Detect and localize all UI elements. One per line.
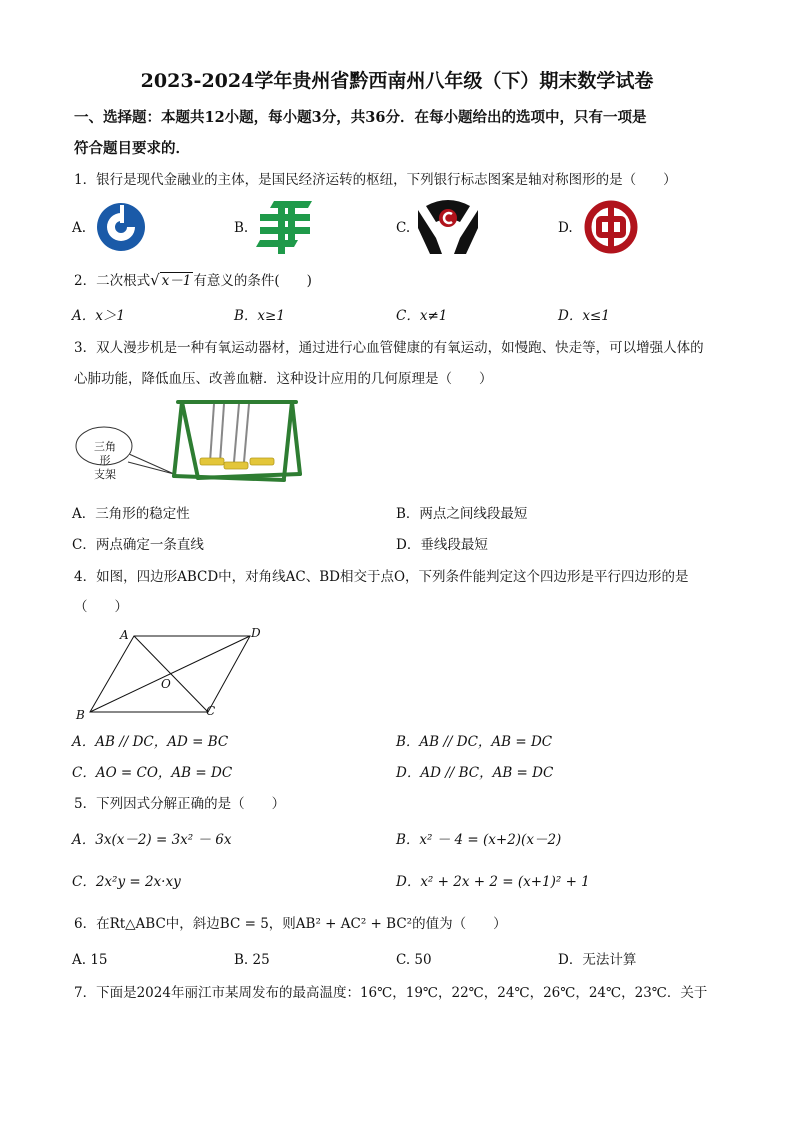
q3-option-b: B．两点之间线段最短 — [396, 506, 528, 522]
q5-option-d: D．x² + 2x + 2 = (x+1)² + 1 — [396, 874, 590, 890]
point-label-o: O — [161, 677, 171, 691]
q1-option-d-label: D. — [558, 220, 573, 236]
q2-stem-prefix: 2．二次根式 — [74, 273, 151, 289]
callout-label — [90, 440, 120, 482]
q3-option-c: C．两点确定一条直线 — [72, 537, 204, 553]
rural-credit-bank-logo — [416, 198, 480, 260]
question-6-stem: 6．在Rt△ABC中，斜边BC = 5，则AB² + AC² + BC²的值为（ ） — [74, 916, 507, 932]
q4-option-a: A．AB // DC，AD = BC — [72, 734, 229, 750]
q2-option-b: B．x≥1 — [234, 308, 285, 324]
section-heading-line2: 符合题目要求的． — [74, 140, 190, 157]
q1-option-b-label: B. — [234, 220, 249, 236]
question-4-stem-line1: 4．如图，四边形ABCD中，对角线AC、BD相交于点O，下列条件能判定这个四边形是平行四边形的是 — [74, 569, 689, 585]
q2-stem-suffix: 有意义的条件( ) — [193, 273, 312, 289]
q3-option-d: D．垂线段最短 — [396, 537, 488, 553]
question-3-stem-line2: 心肺功能，降低血压、改善血糖．这种设计应用的几何原理是（ ） — [74, 371, 493, 387]
question-4-stem-line2: （ ） — [74, 599, 128, 615]
q3-option-a: A．三角形的稳定性 — [72, 506, 190, 522]
q1-option-a-label: A. — [72, 220, 87, 236]
vertex-label-d: D — [251, 626, 261, 640]
q2-option-a: A．x＞1 — [72, 308, 125, 324]
q5-option-a: A．3x(x－2) = 3x² － 6x — [72, 832, 232, 848]
q4-option-b: B．AB // DC，AB = DC — [396, 734, 553, 750]
question-3-stem-line1: 3．双人漫步机是一种有氧运动器材，通过进行心血管健康的有氧运动，如慢跑、快走等，可以增强人体的 — [74, 340, 704, 356]
page-title: 2023-2024学年贵州省黔西南州八年级（下）期末数学试卷 — [140, 70, 654, 92]
callout-line2: 支架 — [94, 468, 116, 481]
q6-option-d: D．无法计算 — [558, 952, 637, 968]
question-5-stem: 5．下列因式分解正确的是（ ） — [74, 796, 286, 812]
q4-option-d: D．AD // BC，AB = DC — [396, 765, 554, 781]
question-1-stem: 1．银行是现代金融业的主体，是国民经济运转的枢纽，下列银行标志图案是轴对称图形的是（ ） — [74, 172, 677, 188]
bank-of-china-logo — [584, 200, 638, 258]
q2-option-c: C．x≠1 — [396, 308, 448, 324]
question-7-stem: 7．下面是2024年丽江市某周发布的最高温度：16℃，19℃，22℃，24℃，26℃，24℃，23℃．关于 — [74, 985, 708, 1001]
sqrt-sign: √ — [150, 271, 160, 289]
question-2-stem — [74, 270, 734, 291]
ccb-bank-logo — [94, 200, 148, 258]
postal-savings-bank-logo — [256, 198, 314, 258]
q2-radicand: x－1 — [161, 273, 192, 289]
callout-line1: 三角形 — [94, 440, 116, 467]
parallelogram-figure — [74, 624, 274, 730]
q4-option-c: C．AO = CO，AB = DC — [72, 765, 233, 781]
q5-option-c: C．2x²y = 2x·xy — [72, 874, 181, 890]
vertex-label-a: A — [120, 628, 129, 642]
q6-option-b: B. 25 — [234, 952, 270, 968]
q1-option-c-label: C. — [396, 220, 411, 236]
section-heading-line1: 一、选择题：本题共12小题，每小题3分，共36分．在每小题给出的选项中，只有一项是 — [74, 109, 647, 126]
vertex-label-c: C — [206, 704, 216, 718]
q6-option-c: C. 50 — [396, 952, 432, 968]
q2-option-d: D．x≤1 — [558, 308, 610, 324]
q6-option-a: A. 15 — [72, 952, 108, 968]
vertex-label-b: B — [76, 708, 85, 722]
q5-option-b: B．x² － 4 = (x+2)(x－2) — [396, 832, 562, 848]
